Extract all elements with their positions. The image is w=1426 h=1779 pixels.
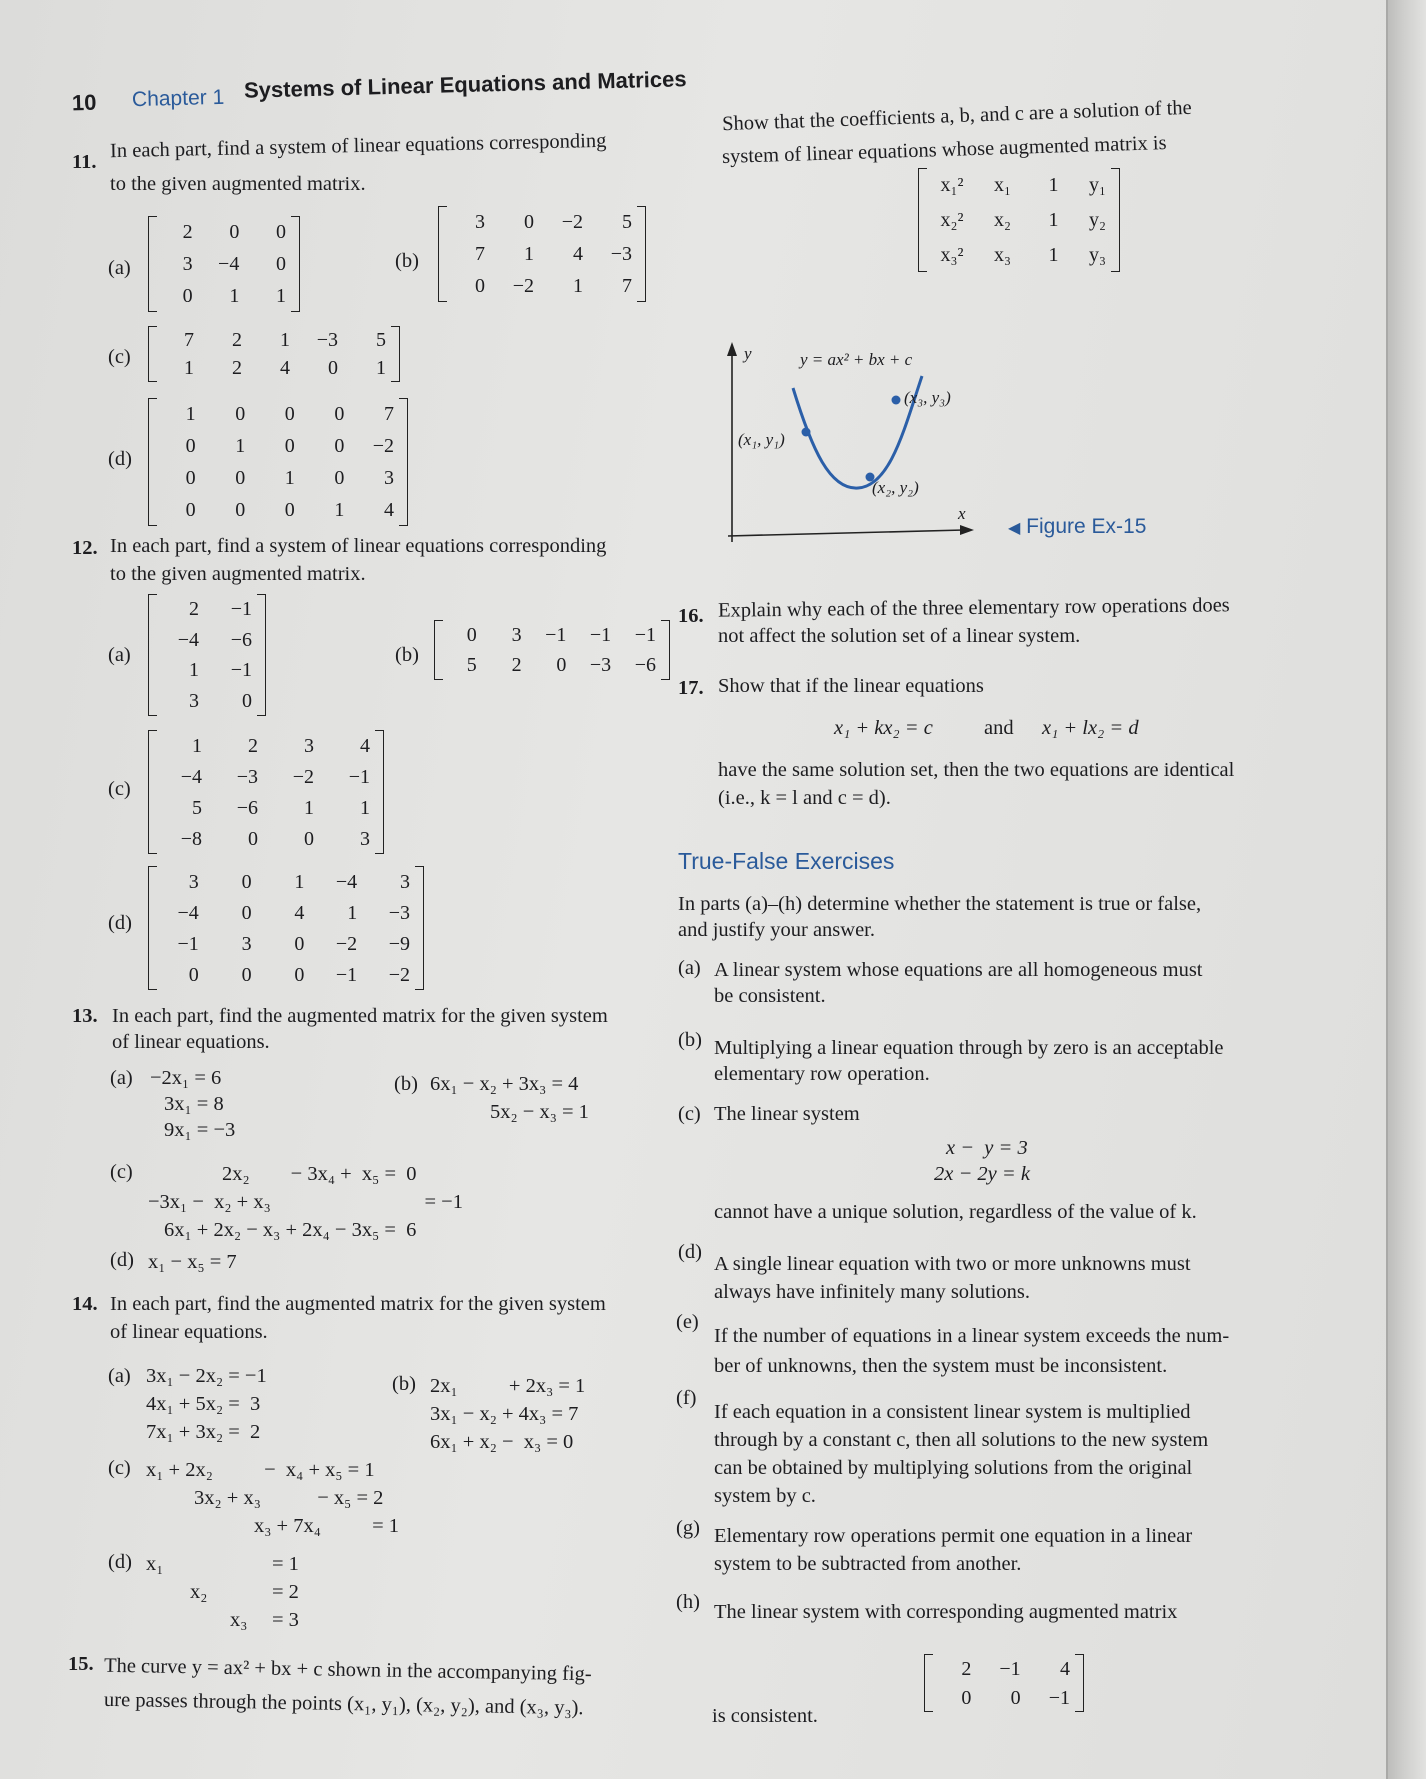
matrix-entry: 5 [466, 654, 477, 676]
matrix-entry: 1 [524, 243, 534, 265]
ex12-d-label: (d) [108, 912, 132, 934]
matrix-entry: 0 [241, 870, 252, 893]
point-1 [802, 428, 811, 437]
matrix-entry: 0 [466, 624, 477, 646]
ex13-a-eq1: −2x₁ = 6 [150, 1067, 222, 1089]
ex11-d-matrix [148, 398, 408, 526]
matrix-entry: 0 [182, 285, 193, 307]
ex11-c-matrix [148, 326, 400, 382]
matrix-entry: −8 [180, 827, 202, 850]
ex15-text-line2: ure passes through the points (x₁, y₁), (x₂, y₂), and (x₃, y₃). [103, 1688, 584, 1720]
tf-g-line2: system to be subtracted from another. [714, 1553, 1022, 1575]
matrix-entry: −4 [177, 901, 199, 924]
matrix-entry: −1 [589, 624, 612, 646]
matrix-entry: 4 [1059, 1657, 1070, 1680]
matrix-entry: 7 [622, 275, 632, 297]
ex11-a-matrix [148, 216, 300, 312]
x-axis-line [728, 530, 964, 536]
ex14-b-label: (b) [392, 1373, 416, 1395]
ex14-d-rhs1: = 1 [272, 1553, 299, 1575]
ex15-text-line4: system of linear equations whose augmented matrix is [721, 132, 1167, 168]
ex11-b-label: (b) [395, 250, 419, 272]
matrix-entry: 0 [328, 357, 338, 379]
matrix-entry: 7 [383, 403, 394, 425]
matrix-entry: 0 [284, 403, 295, 425]
ex14-text-line2: of linear equations. [110, 1321, 268, 1343]
ex13-d-eq1: x₁ − x₅ = 7 [148, 1251, 237, 1273]
matrix-entry: 0 [235, 467, 246, 489]
ex17-eq1: x₁ + kx₂ = c [834, 717, 933, 739]
matrix-entry: x₁ [994, 174, 1011, 197]
matrix-entry: 0 [185, 435, 196, 457]
matrix-entry: 5 [622, 211, 632, 233]
matrix-entry: −1 [348, 765, 370, 788]
ex14-a-eq1: 3x₁ − 2x₂ = −1 [146, 1365, 267, 1387]
matrix-entry: 0 [188, 963, 199, 986]
ex16-text-line1: Explain why each of the three elementary row operations does [717, 594, 1230, 622]
ex12-b-matrix [434, 620, 670, 680]
matrix-entry: −2 [292, 765, 314, 788]
ex14-c-eq1: x₁ + 2x₂ − x₄ + x₅ = 1 [146, 1459, 375, 1481]
matrix-entry: 0 [229, 221, 240, 243]
ex12-text-line1: In each part, find a system of linear equations corresponding [110, 535, 607, 557]
matrix-entry: −2 [372, 435, 394, 457]
ex15-text-line1: The curve y = ax² + bx + c shown in the accompanying fig- [103, 1654, 592, 1686]
ex14-a-eq3: 7x₁ + 3x₂ = 2 [146, 1421, 261, 1443]
book-spine-edge [1386, 0, 1426, 1779]
tf-f-line4: system by c. [714, 1485, 816, 1507]
matrix-entry: 1 [276, 285, 286, 307]
ex14-d-x3: x₃ [230, 1609, 248, 1631]
ex14-a-eq2: 4x₁ + 5x₂ = 3 [146, 1393, 261, 1415]
matrix-entry: 1 [1048, 208, 1059, 231]
matrix-entry: 0 [242, 689, 252, 712]
matrix-entry: −9 [388, 932, 410, 955]
tf-h-line2: is consistent. [712, 1705, 818, 1727]
ex17-text-line3: (i.e., k = l and c = d). [718, 787, 891, 809]
matrix-entry: 0 [276, 253, 286, 275]
matrix-entry: −3 [610, 243, 632, 265]
matrix-entry: 4 [280, 357, 290, 379]
ex11-number: 11. [72, 151, 97, 173]
matrix-entry: −3 [388, 901, 410, 924]
parabola-curve [793, 376, 922, 488]
matrix-entry: y₃ [1089, 243, 1106, 266]
matrix-entry: 0 [334, 435, 345, 457]
ex15-matrix [918, 168, 1120, 272]
matrix-entry: 1 [1048, 243, 1059, 266]
tf-e-line2: ber of unknowns, then the system must be inconsistent. [714, 1355, 1168, 1377]
matrix-entry: 1 [284, 467, 295, 489]
tf-c-line1: The linear system [714, 1103, 860, 1125]
ex17-and: and [984, 717, 1014, 739]
ex12-number: 12. [72, 537, 98, 559]
matrix-entry: x₂² [940, 208, 964, 231]
matrix-entry: 7 [184, 329, 194, 351]
ex13-c-eq3: 6x₁ + 2x₂ − x₃ + 2x₄ − 3x₅ = 6 [164, 1219, 417, 1241]
matrix-entry: 1 [376, 357, 386, 379]
matrix-entry: −4 [180, 765, 202, 788]
ex14-c-label: (c) [108, 1457, 131, 1479]
ex16-text-line2: not affect the solution set of a linear system. [718, 625, 1081, 647]
tf-d-line2: always have infinitely many solutions. [714, 1281, 1030, 1303]
matrix-entry: 4 [294, 901, 305, 924]
matrix-entry: −4 [335, 870, 358, 893]
matrix-entry: 3 [189, 689, 199, 712]
ex11-text-line2: to the given augmented matrix. [110, 173, 366, 195]
matrix-entry: 0 [556, 654, 567, 676]
matrix-entry: 5 [192, 796, 202, 819]
matrix-entry: −1 [177, 932, 199, 955]
matrix-entry: −2 [335, 932, 358, 955]
tf-intro-line2: and justify your answer. [678, 919, 875, 941]
tf-e-label: (e) [676, 1311, 699, 1333]
ex13-text-line1: In each part, find the augmented matrix for the given system [112, 1005, 608, 1027]
figure-point-3-label: (x₃, y₃) [904, 388, 951, 407]
matrix-entry: 3 [182, 253, 193, 275]
tf-c-label: (c) [678, 1103, 701, 1125]
ex12-c-label: (c) [108, 778, 131, 800]
matrix-entry: 1 [573, 275, 583, 297]
matrix-entry: 2 [182, 221, 193, 243]
ex13-b-eq1: 6x₁ − x₂ + 3x₃ = 4 [430, 1073, 579, 1095]
matrix-entry: −1 [335, 963, 358, 986]
matrix-entry: x₁² [940, 174, 964, 197]
tf-g-line1: Elementary row operations permit one equation in a linear [714, 1525, 1193, 1547]
ex14-d-rhs2: = 2 [272, 1581, 299, 1603]
ex14-number: 14. [72, 1293, 98, 1315]
matrix-entry: −6 [230, 628, 252, 651]
matrix-entry: 1 [360, 796, 370, 819]
ex13-a-eq2: 3x₁ = 8 [164, 1093, 224, 1115]
matrix-entry: 3 [475, 211, 485, 233]
matrix-entry: −1 [230, 598, 252, 621]
matrix-entry: y₂ [1089, 208, 1106, 231]
matrix-entry: 1 [334, 499, 345, 521]
matrix-entry: −6 [236, 796, 258, 819]
ex14-a-label: (a) [108, 1365, 131, 1387]
matrix-entry: 2 [189, 598, 199, 621]
tf-intro-line1: In parts (a)–(h) determine whether the statement is true or false, [678, 893, 1202, 915]
ex13-c-label: (c) [110, 1161, 133, 1183]
matrix-entry: 0 [248, 827, 258, 850]
matrix-entry: −3 [236, 765, 258, 788]
ex14-d-x2: x₂ [190, 1581, 208, 1603]
figure-caption [1008, 514, 1146, 539]
ex13-d-label: (d) [110, 1249, 134, 1271]
ex14-text-line1: In each part, find the augmented matrix for the given system [110, 1293, 606, 1315]
ex13-c-eq1: 2x₂ − 3x₄ + x₅ = 0 [222, 1163, 417, 1185]
matrix-entry: 0 [1010, 1686, 1021, 1709]
matrix-entry: −2 [512, 275, 534, 297]
ex11-a-label: (a) [108, 257, 131, 279]
ex13-a-label: (a) [110, 1067, 133, 1089]
tf-c-line2: cannot have a unique solution, regardless of the value of k. [714, 1201, 1197, 1223]
matrix-entry: 0 [276, 221, 286, 243]
matrix-entry: 1 [189, 659, 199, 682]
matrix-entry: 0 [185, 467, 196, 489]
ex12-a-label: (a) [108, 644, 131, 666]
tf-a-line2: be consistent. [714, 985, 826, 1007]
matrix-entry: 2 [232, 357, 242, 379]
point-3 [892, 396, 901, 405]
matrix-entry: 2 [961, 1657, 972, 1680]
matrix-entry: 4 [573, 243, 583, 265]
ex12-a-matrix [148, 594, 266, 716]
tf-f-label: (f) [676, 1387, 697, 1409]
matrix-entry: x₃² [940, 243, 964, 266]
ex11-d-label: (d) [108, 448, 132, 470]
ex17-text-line2: have the same solution set, then the two equations are identical [718, 759, 1235, 781]
ex13-text-line2: of linear equations. [112, 1031, 270, 1053]
matrix-entry: −1 [634, 624, 656, 646]
tf-h-matrix [924, 1654, 1084, 1712]
matrix-entry: 0 [334, 403, 345, 425]
matrix-entry: 0 [284, 499, 295, 521]
figure-y-label: y [744, 344, 752, 363]
matrix-entry: 4 [383, 499, 394, 521]
tf-c-eq1: x − y = 3 [946, 1137, 1028, 1159]
ex15-text-line3: Show that the coefficients a, b, and c are a solution of the [721, 96, 1193, 136]
matrix-entry: 2 [232, 329, 242, 351]
matrix-entry: 1 [185, 403, 196, 425]
chapter-title: Systems of Linear Equations and Matrices [243, 66, 687, 103]
ex13-b-eq2: 5x₂ − x₃ = 1 [490, 1101, 589, 1123]
matrix-entry: x₂ [994, 208, 1011, 231]
ex11-text-line1: In each part, find a system of linear equations corresponding [109, 129, 607, 163]
matrix-entry: −1 [230, 659, 252, 682]
matrix-entry: 3 [511, 624, 522, 646]
tf-a-line1: A linear system whose equations are all homogeneous must [714, 959, 1203, 981]
caption-triangle-icon: ◀ [1008, 520, 1021, 537]
matrix-entry: 3 [304, 734, 314, 757]
ex13-c-eq2: −3x₁ − x₂ + x₃ = −1 [148, 1191, 463, 1213]
matrix-entry: −4 [218, 253, 240, 275]
matrix-entry: 3 [241, 932, 252, 955]
matrix-entry: 1 [280, 329, 290, 351]
matrix-entry: 0 [475, 275, 485, 297]
matrix-entry: 3 [383, 467, 394, 489]
ex13-b-label: (b) [394, 1073, 418, 1095]
ex13-a-eq3: 9x₁ = −3 [164, 1119, 236, 1141]
ex11-b-matrix [438, 206, 646, 302]
matrix-entry: 0 [294, 932, 305, 955]
matrix-entry: −2 [561, 211, 583, 233]
ex14-c-eq2: 3x₂ + x₃ − x₅ = 2 [194, 1487, 384, 1509]
matrix-entry: −1 [999, 1657, 1021, 1680]
ex16-number: 16. [678, 605, 704, 627]
figure-equation: y = ax² + bx + c [800, 350, 913, 369]
ex14-b-eq1: 2x₁ + 2x₃ = 1 [430, 1375, 586, 1397]
ex14-d-x1: x₁ [146, 1553, 164, 1575]
matrix-entry: −4 [177, 628, 199, 651]
tf-h-line1: The linear system with corresponding augmented matrix [714, 1601, 1178, 1623]
matrix-entry: 0 [235, 403, 246, 425]
matrix-entry: 0 [284, 435, 295, 457]
tf-f-line2: through by a constant c, then all solutions to the new system [714, 1429, 1209, 1451]
matrix-entry: 0 [294, 963, 305, 986]
ex14-d-rhs3: = 3 [272, 1609, 299, 1631]
matrix-entry: 1 [1048, 174, 1059, 197]
matrix-entry: 7 [475, 243, 485, 265]
matrix-entry: 1 [304, 796, 314, 819]
matrix-entry: 3 [399, 870, 410, 893]
matrix-entry: −3 [589, 654, 612, 676]
tf-f-line1: If each equation in a consistent linear system is multiplied [714, 1401, 1191, 1423]
tf-c-eq2: 2x − 2y = k [934, 1163, 1030, 1185]
matrix-entry: 1 [347, 901, 358, 924]
figure-x-label: x [958, 504, 966, 523]
matrix-entry: 1 [184, 357, 194, 379]
y-axis-arrow [727, 342, 737, 356]
matrix-entry: 4 [360, 734, 370, 757]
page-number: 10 [71, 89, 97, 116]
tf-d-line1: A single linear equation with two or more unknowns must [714, 1253, 1191, 1275]
ex14-c-eq3: x₃ + 7x₄ = 1 [254, 1515, 400, 1537]
matrix-entry: 2 [511, 654, 522, 676]
matrix-entry: −6 [634, 654, 656, 676]
matrix-entry: 0 [235, 499, 246, 521]
tf-e-line1: If the number of equations in a linear system exceeds the num- [714, 1325, 1230, 1347]
matrix-entry: 0 [241, 901, 252, 924]
matrix-entry: 0 [185, 499, 196, 521]
matrix-entry: 3 [360, 827, 370, 850]
ex14-b-eq3: 6x₁ + x₂ − x₃ = 0 [430, 1431, 574, 1453]
matrix-entry: 0 [524, 211, 534, 233]
matrix-entry: 0 [961, 1686, 972, 1709]
matrix-entry: 2 [248, 734, 258, 757]
ex17-number: 17. [678, 677, 704, 699]
matrix-entry: 1 [229, 285, 240, 307]
matrix-entry: 5 [376, 329, 386, 351]
matrix-entry: 1 [294, 870, 305, 893]
ex12-d-matrix [148, 866, 424, 990]
tf-f-line3: can be obtained by multiplying solutions from the original [714, 1457, 1193, 1479]
ex15-number: 15. [68, 1653, 94, 1675]
matrix-entry: −3 [316, 329, 338, 351]
ex12-text-line2: to the given augmented matrix. [110, 563, 366, 585]
tf-b-line2: elementary row operation. [714, 1063, 930, 1085]
matrix-entry: 0 [241, 963, 252, 986]
ex14-d-label: (d) [108, 1551, 132, 1573]
tf-d-label: (d) [678, 1241, 702, 1263]
chapter-label: Chapter 1 [131, 85, 225, 112]
ex17-eq2: x₁ + lx₂ = d [1042, 717, 1139, 739]
matrix-entry: 1 [235, 435, 246, 457]
tf-b-label: (b) [678, 1029, 702, 1051]
ex17-text-line1: Show that if the linear equations [718, 675, 984, 697]
ex14-b-eq2: 3x₁ − x₂ + 4x₃ = 7 [430, 1403, 579, 1425]
figure-point-1-label: (x₁, y₁) [738, 430, 785, 449]
ex12-b-label: (b) [395, 644, 419, 666]
matrix-entry: x₃ [994, 243, 1011, 266]
ex11-c-label: (c) [108, 346, 131, 368]
x-axis-arrow [960, 525, 974, 535]
figure-caption-text: Figure Ex-15 [1026, 515, 1147, 538]
matrix-entry: −1 [545, 624, 567, 646]
matrix-entry: −1 [1048, 1686, 1070, 1709]
matrix-entry: 0 [304, 827, 314, 850]
tf-h-label: (h) [676, 1591, 700, 1613]
ex12-c-matrix [148, 730, 384, 854]
figure-point-2-label: (x₂, y₂) [872, 478, 919, 497]
tf-b-line1: Multiplying a linear equation through by zero is an acceptable [714, 1037, 1224, 1059]
true-false-heading: True-False Exercises [678, 848, 895, 874]
matrix-entry: 3 [188, 870, 199, 893]
tf-g-label: (g) [676, 1517, 700, 1539]
matrix-entry: y₁ [1089, 174, 1106, 197]
ex13-number: 13. [72, 1005, 98, 1027]
matrix-entry: 0 [334, 467, 345, 489]
tf-a-label: (a) [678, 957, 701, 979]
matrix-entry: 1 [192, 734, 202, 757]
matrix-entry: −2 [388, 963, 410, 986]
